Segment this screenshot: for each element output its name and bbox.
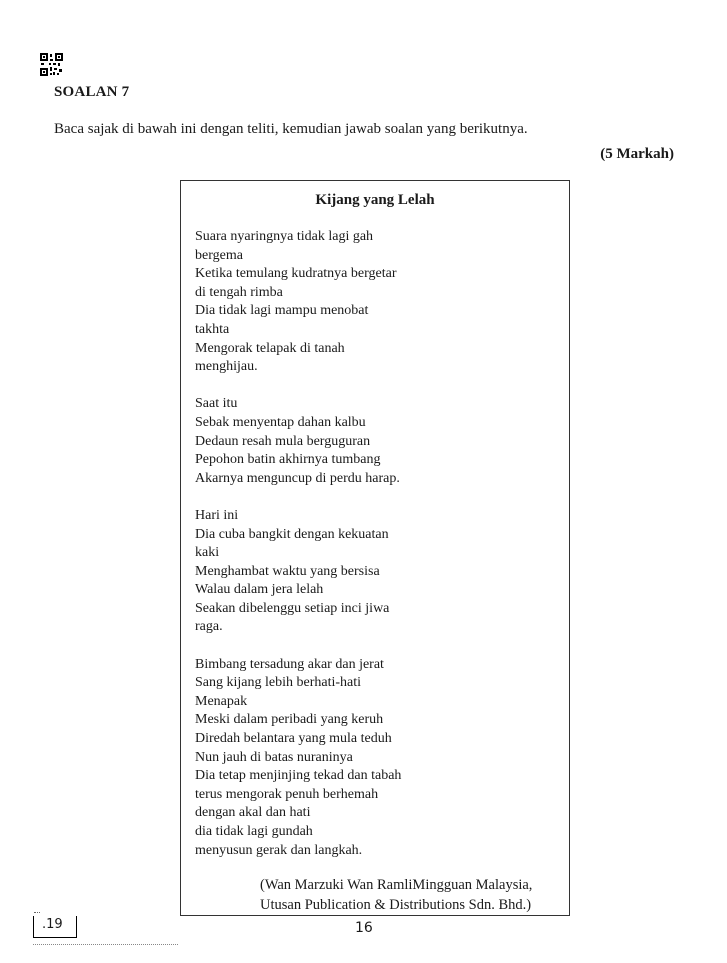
poem-line: di tengah rimba: [195, 284, 283, 300]
poem-line: Suara nyaringnya tidak lagi gah: [195, 229, 374, 244]
poem-line: takhta: [195, 321, 230, 337]
poem-line: Dia tetap menjinjing tekad dan tabah: [195, 768, 402, 784]
question-title: SOALAN 7: [54, 84, 130, 100]
poem-line: Nun jauh di batas nuraninya: [195, 749, 353, 765]
poem-line: Ketika temulang kudratnya bergetar: [195, 266, 397, 282]
poem-line: Mengorak telapak di tanah: [195, 340, 345, 356]
poem-line: raga.: [195, 619, 223, 635]
poem-line: Bimbang tersadung akar dan jerat: [195, 656, 384, 672]
poem-line: Hari ini: [195, 507, 239, 523]
poem-line: Meski dalam peribadi yang keruh: [195, 712, 384, 728]
poem-line: menghijau.: [195, 359, 258, 375]
poem-line: Sebak menyentap dahan kalbu: [195, 414, 366, 430]
qr-code-icon: [40, 53, 63, 76]
stanza: [195, 507, 401, 637]
poem-line: Dia tidak lagi mampu menobat: [195, 303, 369, 319]
poem-line: kaki: [195, 545, 220, 561]
page-code-box: [33, 916, 77, 938]
stanza: [195, 395, 401, 488]
poem-line: Akarnya menguncup di perdu harap.: [195, 470, 400, 486]
poem-line: Pepohon batin akhirnya tumbang: [195, 452, 381, 468]
poem-line: dia tidak lagi gundah: [195, 824, 313, 839]
credit-line-publisher: Utusan Publication & Distributions Sdn. Bhd.): [260, 897, 532, 913]
poem-line: bergema: [195, 247, 243, 263]
poem-line: Seakan dibelenggu setiap inci jiwa: [195, 600, 390, 616]
poem-line: Dia cuba bangkit dengan kekuatan: [195, 526, 389, 542]
marks-label: (5 Markah): [600, 146, 674, 162]
poem-line: dengan akal dan hati: [195, 805, 311, 821]
page-number: 16: [355, 920, 373, 936]
poem-title: Kijang yang Lelah: [315, 192, 435, 208]
footer-dotted-line: [33, 944, 178, 945]
poem-credit: [260, 875, 532, 915]
poem-line: Menghambat waktu yang bersisa: [195, 563, 380, 579]
poem-line: Walau dalam jera lelah: [195, 582, 324, 598]
poem-stanzas: [195, 228, 401, 879]
poem-line: Dedaun resah mula berguguran: [195, 433, 371, 449]
poem-line: menyusun gerak dan langkah.: [195, 842, 363, 858]
instruction-text: Baca sajak di bawah ini dengan teliti, kemudian jawab soalan yang berikutnya.: [54, 121, 528, 137]
credit-line-author: (Wan Marzuki Wan RamliMingguan Malaysia,: [260, 877, 533, 893]
stanza: [195, 228, 401, 377]
poem-box: [180, 180, 570, 916]
code-box-corner-mark: [34, 912, 40, 913]
poem-line: Sang kijang lebih berhati-hati: [195, 675, 362, 691]
poem-line: terus mengorak penuh berhemah: [195, 786, 379, 802]
poem-line: Menapak: [195, 693, 248, 709]
poem-line: Diredah belantara yang mula teduh: [195, 731, 392, 747]
stanza: [195, 656, 401, 861]
poem-line: Saat itu: [195, 396, 238, 412]
page-code: .19: [42, 917, 63, 932]
